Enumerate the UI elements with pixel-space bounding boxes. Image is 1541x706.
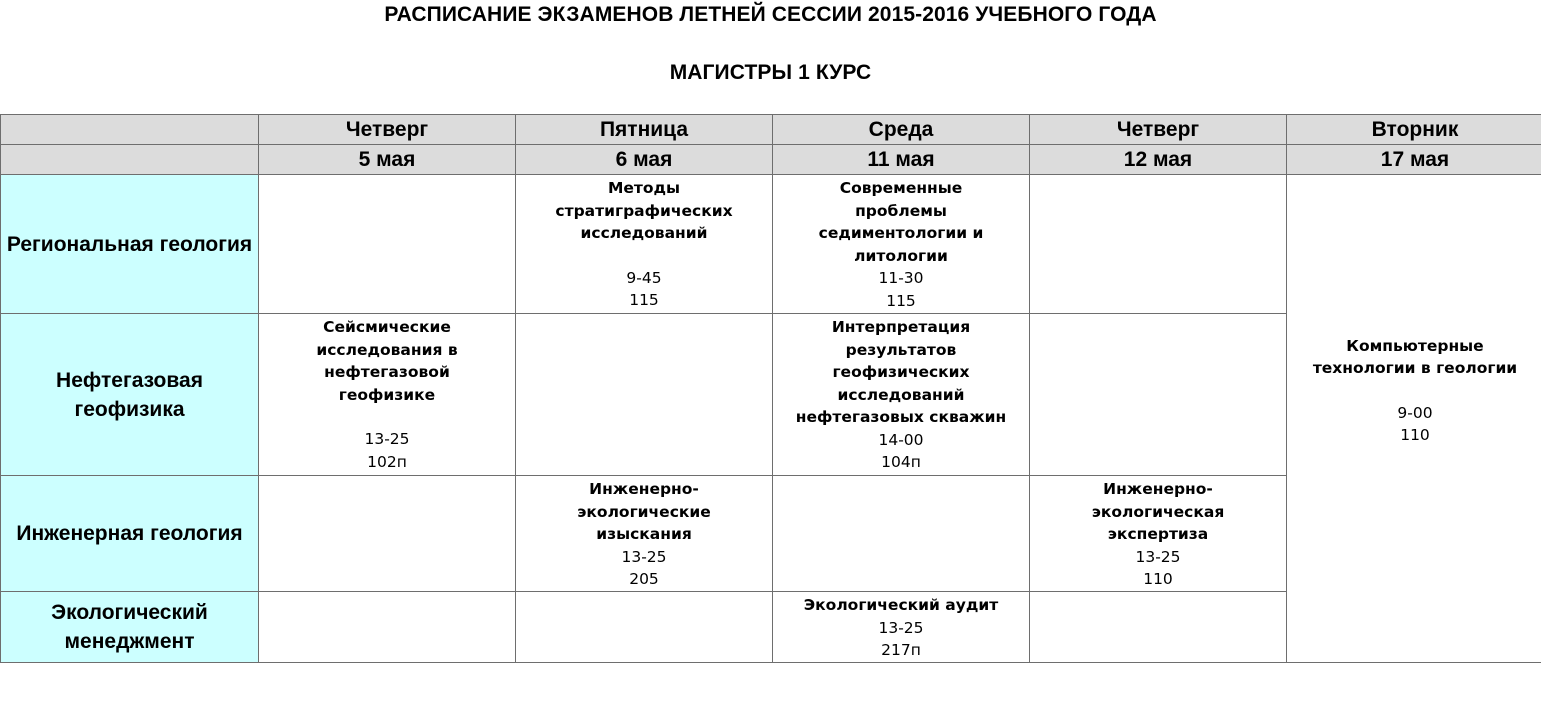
weekday-cell: Вторник [1287, 115, 1541, 145]
empty-cell [259, 592, 516, 663]
group-name-cell [1, 592, 259, 663]
empty-cell [259, 175, 516, 314]
exam-schedule-table [0, 114, 1541, 663]
date-cell: 5 мая [259, 145, 516, 175]
empty-cell [1030, 175, 1287, 314]
empty-cell [1030, 314, 1287, 476]
group-name: Инженерная геология [16, 522, 243, 545]
empty-cell [516, 592, 773, 663]
weekday-header-row [1, 115, 1541, 145]
exam-time: 14-00 [878, 430, 924, 449]
page-subtitle: МАГИСТРЫ 1 КУРС [669, 61, 872, 84]
exam-entry [516, 177, 772, 312]
exam-entry [259, 316, 515, 473]
exam-room: 115 [629, 291, 659, 309]
exam-cell [1030, 476, 1287, 592]
corner-cell [1, 145, 259, 175]
exam-name: Интерпретация результатов геофизических исследований нефтегазовых скважин [795, 318, 1007, 426]
exam-time: 9-00 [1397, 403, 1433, 422]
exam-entry [773, 177, 1029, 312]
page-title: РАСПИСАНИЕ ЭКЗАМЕНОВ ЛЕТНЕЙ СЕССИИ 2015-2016 УЧЕБНОГО ГОДА [384, 3, 1157, 26]
exam-name: Инженерно-экологические изыскания [577, 480, 711, 543]
weekday-cell: Четверг [259, 115, 516, 145]
weekday-cell: Четверг [1030, 115, 1287, 145]
exam-entry [1287, 335, 1541, 503]
table-row [1, 175, 1541, 314]
exam-entry [1030, 478, 1286, 591]
exam-room: 110 [1400, 426, 1430, 444]
exam-room: 104п [881, 453, 921, 471]
exam-time: 13-25 [621, 547, 667, 566]
group-name-cell [1, 476, 259, 592]
exam-room: 110 [1143, 570, 1173, 588]
exam-name: Экологический аудит [803, 596, 999, 614]
empty-cell [259, 476, 516, 592]
exam-room: 115 [886, 291, 916, 310]
exam-room: 102п [367, 452, 407, 471]
exam-entry [773, 594, 1029, 662]
empty-cell [773, 476, 1030, 592]
exam-time: 9-45 [626, 268, 662, 287]
exam-name: Компьютерные технологии в геологии [1312, 336, 1518, 377]
group-name: Нефтегазовая геофизика [56, 368, 203, 421]
exam-time: 11-30 [878, 269, 924, 287]
exam-cell [516, 175, 773, 314]
exam-cell [773, 175, 1030, 314]
exam-cell [259, 314, 516, 476]
exam-cell [773, 592, 1030, 663]
exam-cell [1287, 175, 1541, 663]
weekday-cell: Среда [773, 115, 1030, 145]
exam-time: 13-25 [364, 430, 410, 448]
group-name: Экологический менеджмент [51, 601, 208, 653]
exam-cell [773, 314, 1030, 476]
empty-cell [1030, 592, 1287, 663]
exam-room: 205 [629, 570, 659, 588]
date-cell: 17 мая [1287, 145, 1541, 175]
exam-name: Методы стратиграфических исследований [555, 179, 733, 242]
exam-name: Инженерно-экологическая экспертиза [1091, 480, 1225, 543]
exam-entry [516, 478, 772, 591]
group-name-cell [1, 314, 259, 476]
date-cell: 6 мая [516, 145, 773, 175]
date-cell: 12 мая [1030, 145, 1287, 175]
exam-name: Современные проблемы седиментологии и литологии [818, 179, 984, 265]
exam-time: 13-25 [1135, 547, 1181, 566]
exam-entry [773, 316, 1029, 474]
date-header-row [1, 145, 1541, 175]
weekday-cell: Пятница [516, 115, 773, 145]
empty-cell [516, 314, 773, 476]
exam-name: Сейсмические исследования в нефтегазовой геофизике [316, 318, 458, 404]
exam-cell [516, 476, 773, 592]
corner-cell [1, 115, 259, 145]
exam-room: 217п [881, 641, 921, 659]
group-name-cell [1, 175, 259, 314]
exam-time: 13-25 [878, 618, 924, 637]
group-name: Региональная геология [6, 232, 253, 256]
date-cell: 11 мая [773, 145, 1030, 175]
